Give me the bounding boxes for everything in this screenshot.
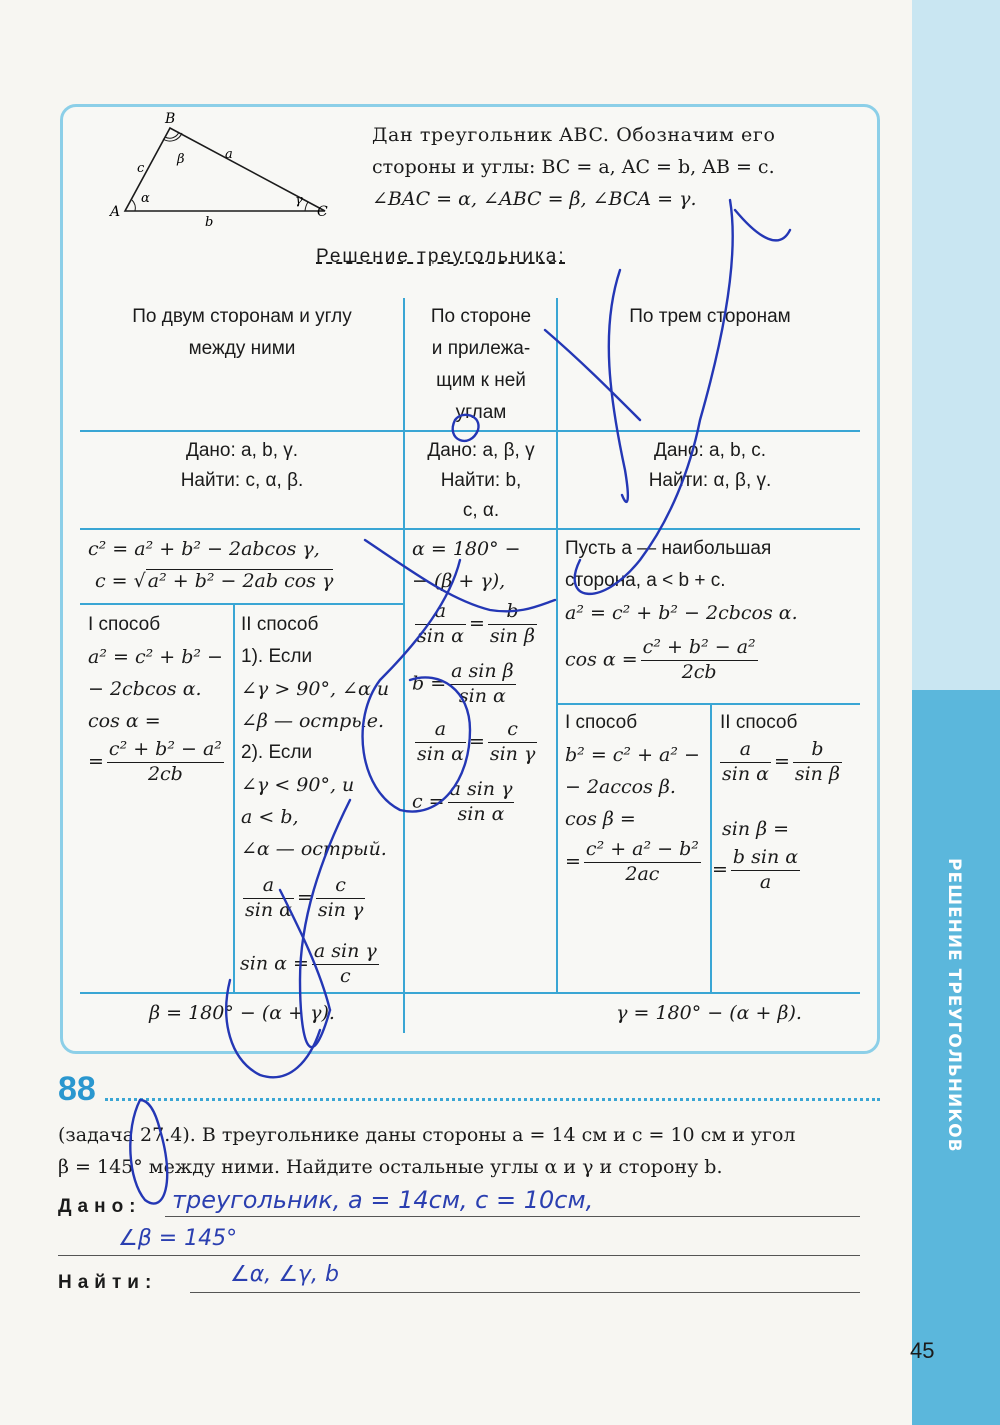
- col3-line-3: a² = c² + b² − 2cbcos α.: [565, 602, 798, 624]
- find-label: Найти:: [58, 1272, 158, 1293]
- col3-line-2: сторона, a < b + c.: [565, 570, 726, 591]
- intro-line-1: Дан треугольник ABC. Обозначим его: [372, 124, 776, 146]
- col2-given: Дано: a, β, γ: [427, 440, 535, 461]
- col1-m2-fr2-num: c: [316, 874, 365, 899]
- find-handwriting: ∠α, ∠γ, b: [230, 1262, 339, 1287]
- col3-m2-eq: =: [773, 750, 790, 773]
- vertex-c-label: C: [317, 204, 328, 220]
- col2-formula-1: α = 180° −: [412, 538, 521, 560]
- col3-header: По трем сторонам: [629, 306, 791, 327]
- col1-m2-line-3: ∠β — острые.: [241, 710, 385, 732]
- col3-cos-lhs: cos α =: [565, 648, 638, 671]
- col3-m2-fr1-den: sin α: [722, 762, 769, 785]
- sidebar-label: РЕШЕНИЕ ТРЕУГОЛЬНИКОВ: [944, 857, 964, 1153]
- col3-m2-fr2-den: sin β: [794, 762, 840, 785]
- table-title: Решение треугольника:: [316, 246, 566, 267]
- scribble-7: [363, 560, 470, 812]
- side-b-label: b: [205, 215, 214, 230]
- col3-find: Найти: α, β, γ.: [648, 470, 772, 491]
- col1-m2-fr2-den: sin γ: [317, 898, 364, 921]
- intro-line-2: стороны и углы: BC = a, AC = b, AB = c.: [372, 156, 775, 178]
- col1-m2-line-6: a < b,: [241, 806, 299, 828]
- col1-m2-line-2: ∠γ > 90°, ∠α и: [241, 678, 390, 700]
- scribble-9: [280, 890, 330, 1010]
- col3-m2-line-1: sin β =: [722, 818, 790, 840]
- col2-fr1-den: sin α: [417, 624, 464, 647]
- col1-formula-2-lhs: c =: [95, 570, 134, 592]
- col2-eq-2: =: [468, 730, 485, 753]
- col1-header-2: между ними: [188, 338, 296, 359]
- scribble-2: [735, 210, 790, 240]
- angle-gamma-label: γ: [295, 193, 303, 208]
- col1-result: β = 180° − (α + γ).: [149, 1002, 335, 1024]
- col1-m2-fr3-den: c: [339, 964, 351, 987]
- col3-m2-eq-2: =: [712, 858, 728, 881]
- scribble-3: [609, 270, 628, 502]
- col2-header-3: щим к ней: [436, 370, 526, 391]
- col2-find-1: Найти: b,: [440, 470, 522, 491]
- col3-m2-fr3-num: b sin α: [731, 846, 800, 871]
- col1-m1-line-3: cos α =: [88, 710, 161, 732]
- given-handwriting-2: ∠β = 145°: [118, 1226, 238, 1251]
- col3-m1-denominator: 2ac: [625, 862, 660, 885]
- col2-fr5-den: sin γ: [489, 742, 536, 765]
- scribble-11: [130, 1100, 167, 1204]
- col1-m1-denominator: 2cb: [147, 762, 183, 785]
- col3-numerator: c² + b² − a²: [641, 636, 758, 661]
- col2-eq-1: =: [468, 612, 485, 635]
- col1-m1-title: I способ: [88, 614, 161, 635]
- scribble-4: [545, 330, 640, 420]
- col1-m2-line-1: 1). Если: [241, 646, 313, 667]
- col3-m1-line-3: cos β =: [565, 808, 636, 830]
- intro-line-3: ∠BAC = α, ∠ABC = β, ∠BCA = γ.: [372, 188, 697, 210]
- col2-fr4-den: sin α: [417, 742, 464, 765]
- col3-m1-numerator: c² + a² − b²: [584, 838, 701, 863]
- col2-b-lhs: b =: [412, 672, 447, 695]
- col1-m2-title: II способ: [241, 614, 319, 635]
- col3-m1-title: I способ: [565, 712, 638, 733]
- problem-number: 88: [58, 1070, 96, 1108]
- col1-given: Дано: a, b, γ.: [185, 440, 299, 461]
- col1-m2-fr1-num: a: [243, 874, 294, 899]
- col1-m1-line-1: a² = c² + b² −: [88, 646, 223, 668]
- col2-fr6-num: a sin γ: [448, 778, 515, 803]
- col3-m1-line-2: − 2accos β.: [565, 776, 676, 798]
- col1-formula-2-radicand: a² + b² − 2ab cos γ: [147, 570, 334, 592]
- col2-fr3-num: a sin β: [449, 660, 515, 685]
- vertex-a-label: A: [110, 204, 121, 220]
- col2-fr2-den: sin β: [489, 624, 535, 647]
- angle-alpha-label: α: [141, 191, 150, 206]
- given-handwriting-1: треугольник, a = 14см, c = 10см,: [172, 1186, 594, 1214]
- scribble-8: [300, 800, 350, 1047]
- col1-m2-line-4: 2). Если: [241, 742, 313, 763]
- col1-m2-fr3-num: a sin γ: [312, 940, 379, 965]
- col2-fr5-num: c: [488, 718, 537, 743]
- col1-formula-2: c = √ a² + b² − 2ab cos γ: [95, 570, 334, 592]
- col1-m2-line-7: ∠α — острый.: [241, 838, 387, 860]
- col2-header-1: По стороне: [430, 306, 532, 327]
- scribble-5: [453, 415, 479, 441]
- col3-line-1: Пусть a — наибольшая: [565, 538, 772, 559]
- given-label: Дано:: [58, 1196, 142, 1217]
- col1-find: Найти: c, α, β.: [180, 470, 304, 491]
- col3-m1-line-1: b² = c² + a² −: [565, 744, 700, 766]
- page-number: 45: [910, 1338, 935, 1363]
- col3-m2-fr1-num: a: [720, 738, 771, 763]
- side-c-label: c: [137, 161, 145, 176]
- col3-denominator: 2cb: [681, 660, 717, 683]
- problem-text-1: (задача 27.4). В треугольнике даны стороны a = 14 см и c = 10 см и угол: [58, 1124, 796, 1146]
- scribble-1: [575, 200, 733, 594]
- col2-header-4: углам: [455, 402, 507, 423]
- col3-given: Дано: a, b, c.: [653, 440, 767, 461]
- col2-fr2-num: b: [488, 600, 537, 625]
- problem-text-2: β = 145° между ними. Найдите остальные углы α и γ и сторону b.: [58, 1156, 723, 1178]
- col2-c-lhs: c =: [412, 790, 445, 813]
- col3-m2-fr3-den: a: [759, 870, 772, 893]
- col1-header-1: По двум сторонам и углу: [132, 306, 352, 327]
- col2-fr6-den: sin α: [457, 802, 505, 825]
- col2-fr1-num: a: [415, 600, 466, 625]
- col2-fr4-num: a: [415, 718, 466, 743]
- col1-m2-line-5: ∠γ < 90°, и: [241, 774, 355, 796]
- col3-m2-title: II способ: [720, 712, 798, 733]
- col1-formula-1: c² = a² + b² − 2abcos γ,: [88, 538, 320, 560]
- side-a-label: a: [225, 147, 233, 162]
- vertex-b-label: B: [165, 111, 176, 127]
- col1-m1-eq: =: [88, 750, 104, 773]
- scribble-6: [365, 540, 555, 611]
- angle-beta-label: β: [177, 152, 185, 167]
- col1-m2-fr1-den: sin α: [245, 898, 292, 921]
- col1-m1-numerator: c² + b² − a²: [107, 738, 224, 763]
- col3-m1-eq: =: [565, 850, 581, 873]
- col2-formula-2: − (β + γ),: [412, 570, 506, 592]
- col1-m1-line-2: − 2cbcos α.: [88, 678, 202, 700]
- col2-find-2: c, α.: [462, 500, 500, 521]
- col3-result: γ = 180° − (α + β).: [616, 1002, 802, 1024]
- col1-m2-sin-lhs: sin α =: [240, 952, 309, 975]
- col1-m2-eq: =: [296, 886, 313, 909]
- scribble-10: [226, 980, 320, 1077]
- col3-m2-fr2-num: b: [793, 738, 842, 763]
- col2-header-2: и прилежа-: [431, 338, 531, 359]
- col2-fr3-den: sin α: [458, 684, 506, 707]
